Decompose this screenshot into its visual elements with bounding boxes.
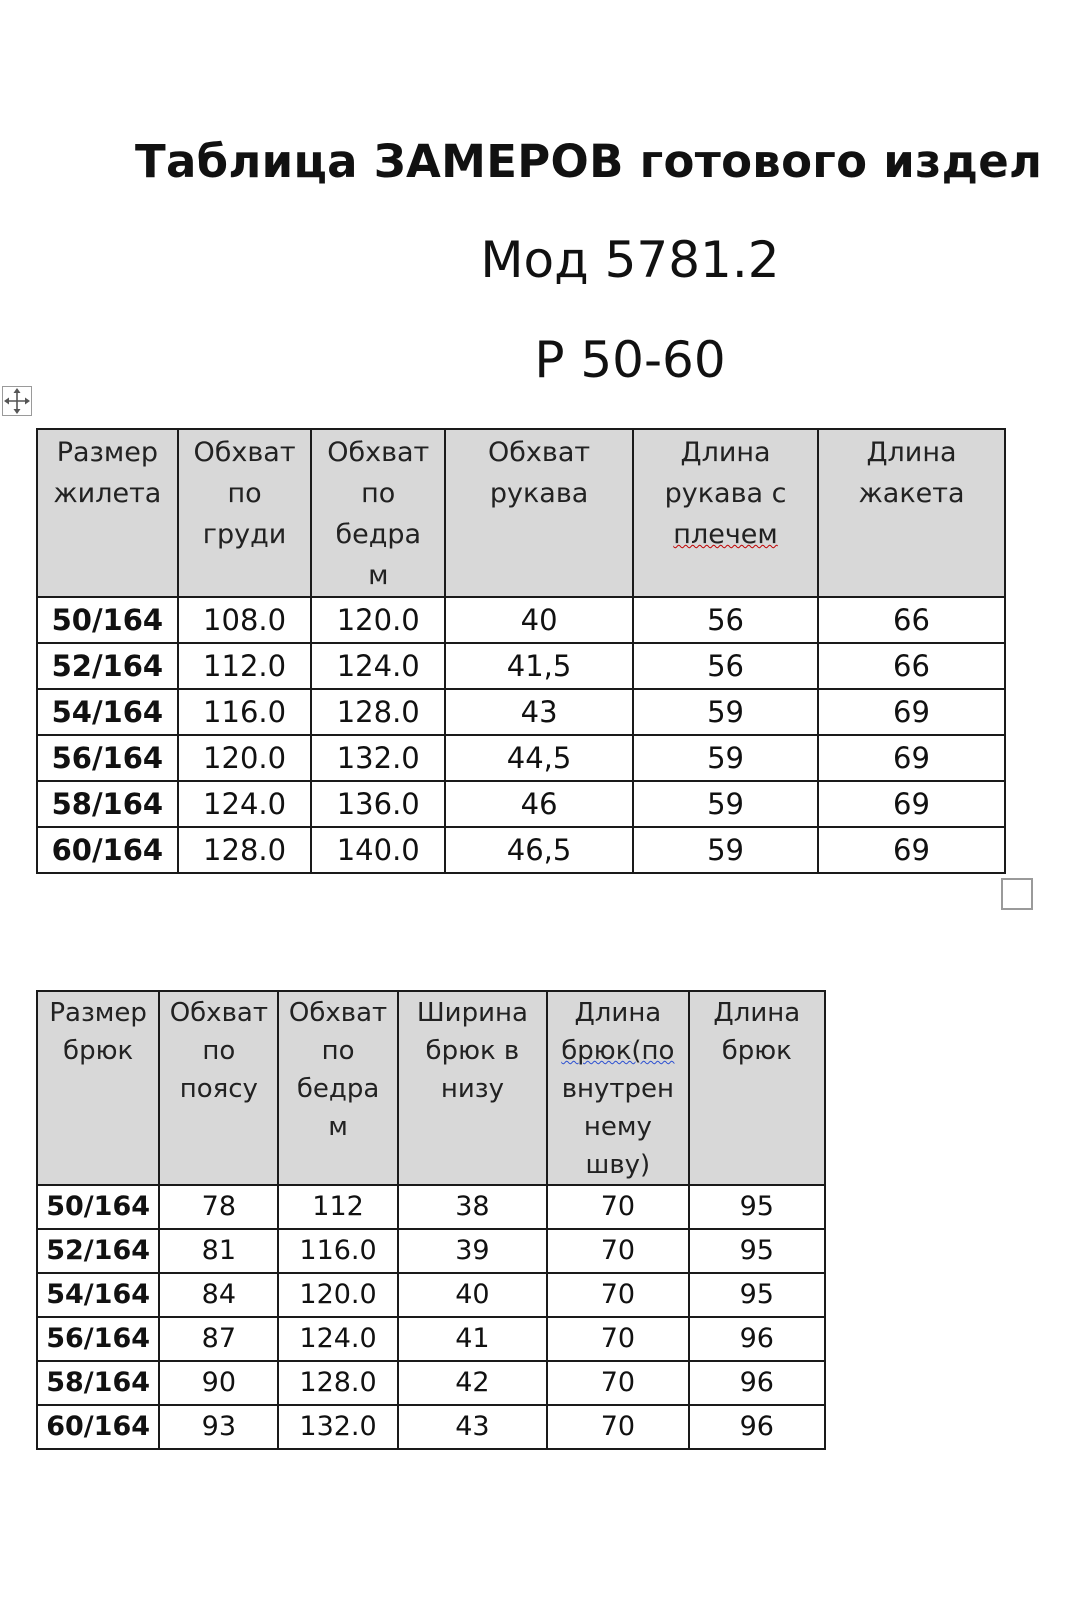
table-cell: 38	[398, 1185, 548, 1229]
size-cell: 52/164	[37, 1229, 159, 1273]
table-cell: 59	[633, 689, 818, 735]
trousers-measurements-table	[36, 990, 826, 1450]
size-cell: 54/164	[37, 1273, 159, 1317]
table-cell: 128.0	[278, 1361, 397, 1405]
table-cell: 56	[633, 597, 818, 643]
table-cell: 69	[818, 689, 1005, 735]
vest-measurements-table	[36, 428, 1006, 874]
size-cell: 52/164	[37, 643, 178, 689]
table-cell: 87	[159, 1317, 278, 1361]
table-cell: 59	[633, 827, 818, 873]
size-cell: 56/164	[37, 735, 178, 781]
header-trousers-length: Длина брюк	[689, 991, 825, 1185]
table-row	[37, 1405, 825, 1449]
table-cell: 90	[159, 1361, 278, 1405]
table-cell: 112.0	[178, 643, 312, 689]
table-header-row	[37, 429, 1005, 597]
table-cell: 81	[159, 1229, 278, 1273]
table-cell: 95	[689, 1185, 825, 1229]
table-cell: 128.0	[178, 827, 312, 873]
table-row	[37, 1317, 825, 1361]
table-row	[37, 597, 1005, 643]
size-cell: 50/164	[37, 1185, 159, 1229]
table-row	[37, 1273, 825, 1317]
table-cell: 112	[278, 1185, 397, 1229]
table-cell: 40	[398, 1273, 548, 1317]
table-cell: 46,5	[445, 827, 633, 873]
table-cell: 70	[547, 1229, 688, 1273]
table-cell: 44,5	[445, 735, 633, 781]
header-sleeve-length: Длина рукава с плечем	[633, 429, 818, 597]
table-cell: 124.0	[311, 643, 445, 689]
size-cell: 60/164	[37, 827, 178, 873]
table-cell: 66	[818, 643, 1005, 689]
table-cell: 69	[818, 735, 1005, 781]
table-cell: 59	[633, 735, 818, 781]
table-row	[37, 827, 1005, 873]
table-cell: 69	[818, 781, 1005, 827]
table-cell: 41,5	[445, 643, 633, 689]
table-row	[37, 1229, 825, 1273]
header-trousers-size: Размер брюк	[37, 991, 159, 1185]
header-hip-girth: Обхват по бедра м	[278, 991, 397, 1185]
header-jacket-length: Длина жакета	[818, 429, 1005, 597]
table-cell: 69	[818, 827, 1005, 873]
table-cell: 59	[633, 781, 818, 827]
document-title: Таблица ЗАМЕРОВ готового издел	[135, 135, 1043, 188]
table-cell: 95	[689, 1229, 825, 1273]
table-cell: 70	[547, 1273, 688, 1317]
size-cell: 60/164	[37, 1405, 159, 1449]
table-move-icon[interactable]	[2, 386, 32, 416]
table-cell: 120.0	[311, 597, 445, 643]
table-cell: 120.0	[278, 1273, 397, 1317]
table-row	[37, 1185, 825, 1229]
grammar-check-word[interactable]: брюк(по	[561, 1036, 675, 1066]
table-cell: 132.0	[311, 735, 445, 781]
header-vest-size: Размер жилета	[37, 429, 178, 597]
table-cell: 108.0	[178, 597, 312, 643]
table-cell: 116.0	[178, 689, 312, 735]
table-row	[37, 735, 1005, 781]
table-cell: 56	[633, 643, 818, 689]
header-waist-girth: Обхват по поясу	[159, 991, 278, 1185]
table-cell: 78	[159, 1185, 278, 1229]
header-inseam-length: Длина брюк(по внутрен нему шву)	[547, 991, 688, 1185]
table-cell: 43	[445, 689, 633, 735]
table-cell: 39	[398, 1229, 548, 1273]
table-resize-handle[interactable]	[1001, 878, 1033, 910]
table-cell: 84	[159, 1273, 278, 1317]
table-cell: 140.0	[311, 827, 445, 873]
table-cell: 70	[547, 1185, 688, 1229]
table-cell: 46	[445, 781, 633, 827]
table-cell: 95	[689, 1273, 825, 1317]
model-number: Мод 5781.2	[480, 231, 780, 289]
table-row	[37, 689, 1005, 735]
table-cell: 70	[547, 1361, 688, 1405]
table-cell: 70	[547, 1317, 688, 1361]
table-cell: 124.0	[178, 781, 312, 827]
size-cell: 54/164	[37, 689, 178, 735]
size-range: Р 50-60	[534, 331, 726, 389]
table-cell: 124.0	[278, 1317, 397, 1361]
table-cell: 116.0	[278, 1229, 397, 1273]
header-bottom-width: Ширина брюк в низу	[398, 991, 548, 1185]
table-cell: 41	[398, 1317, 548, 1361]
table-cell: 93	[159, 1405, 278, 1449]
table-cell: 96	[689, 1361, 825, 1405]
table-cell: 136.0	[311, 781, 445, 827]
spellcheck-word[interactable]: плечем	[673, 519, 778, 550]
four-arrows-move-icon	[3, 387, 31, 415]
header-chest-girth: Обхват по груди	[178, 429, 312, 597]
table-cell: 42	[398, 1361, 548, 1405]
size-cell: 58/164	[37, 781, 178, 827]
table-cell: 66	[818, 597, 1005, 643]
table-cell: 132.0	[278, 1405, 397, 1449]
table-cell: 40	[445, 597, 633, 643]
table-header-row	[37, 991, 825, 1185]
table-cell: 43	[398, 1405, 548, 1449]
table-row	[37, 1361, 825, 1405]
table-cell: 96	[689, 1317, 825, 1361]
size-cell: 56/164	[37, 1317, 159, 1361]
table-cell: 128.0	[311, 689, 445, 735]
size-cell: 58/164	[37, 1361, 159, 1405]
table-cell: 120.0	[178, 735, 312, 781]
table-cell: 96	[689, 1405, 825, 1449]
table-row	[37, 781, 1005, 827]
header-sleeve-girth: Обхват рукава	[445, 429, 633, 597]
header-hip-girth: Обхват по бедра м	[311, 429, 445, 597]
table-row	[37, 643, 1005, 689]
table-cell: 70	[547, 1405, 688, 1449]
size-cell: 50/164	[37, 597, 178, 643]
